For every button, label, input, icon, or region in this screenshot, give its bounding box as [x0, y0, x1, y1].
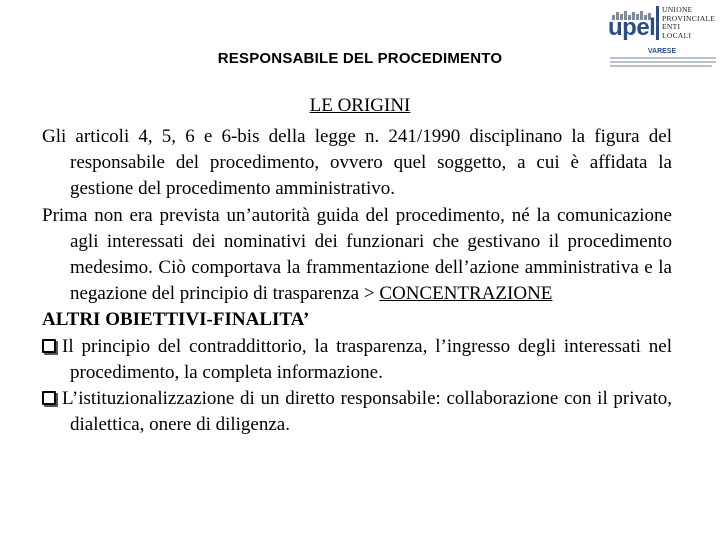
- logo-city: VARESE: [647, 48, 677, 55]
- logo-line-3: ENTI: [662, 22, 681, 31]
- bullet-item: [42, 386, 672, 438]
- paragraph-history: [42, 203, 672, 308]
- logo-divider: [656, 6, 659, 40]
- page-title: RESPONSABILE DEL PROCEDIMENTO: [217, 50, 503, 67]
- logo-mark: [606, 4, 718, 44]
- checkbox-bullet-icon: [42, 391, 56, 405]
- concentrazione-term: CONCENTRAZIONE: [379, 283, 553, 305]
- logo-fine-print: [610, 57, 716, 69]
- logo-line-4: LOCALI: [662, 30, 692, 40]
- objectives-heading: ALTRI OBIETTIVI-FINALITA’: [42, 309, 310, 331]
- logo-line-2: PROVINCIALE: [662, 13, 716, 23]
- logo-line-1: UNIONE: [662, 5, 693, 14]
- checkbox-bullet-icon: [42, 339, 56, 353]
- paragraph-history-text: Prima non era prevista un’autorità guida del procedimento, né la comunicazione agli interessati dei nominativi dei funzionari che gestivano il procedimento medesimo. Ciò comportava la frammentazione dell’azione amministrativa e la negazione del principio di trasparenza >: [42, 204, 672, 305]
- bullet-item: [42, 334, 672, 386]
- bullet-text: L’istituzionalizzazione di un diretto responsabile: collaborazione con il privato, dialettica, onere di diligenza.: [62, 388, 672, 436]
- logo-wordmark: upel: [608, 14, 656, 41]
- section-heading: [0, 94, 720, 118]
- section-title: LE ORIGINI: [309, 95, 411, 116]
- bullet-text: Il principio del contraddittorio, la trasparenza, l’ingresso degli interessati nel procedimento, la completa informazione.: [62, 335, 672, 383]
- upel-logo: [606, 4, 718, 68]
- logo-subtitle: [662, 6, 715, 40]
- slide-body: [42, 124, 672, 438]
- paragraph-legal-basis: Gli articoli 4, 5, 6 e 6-bis della legge n. 241/1990 disciplinano la figura del responsabile del procedimento, ovvero quel soggetto, a cui è affidata la gestione del procedimento amministrativo.: [42, 126, 672, 200]
